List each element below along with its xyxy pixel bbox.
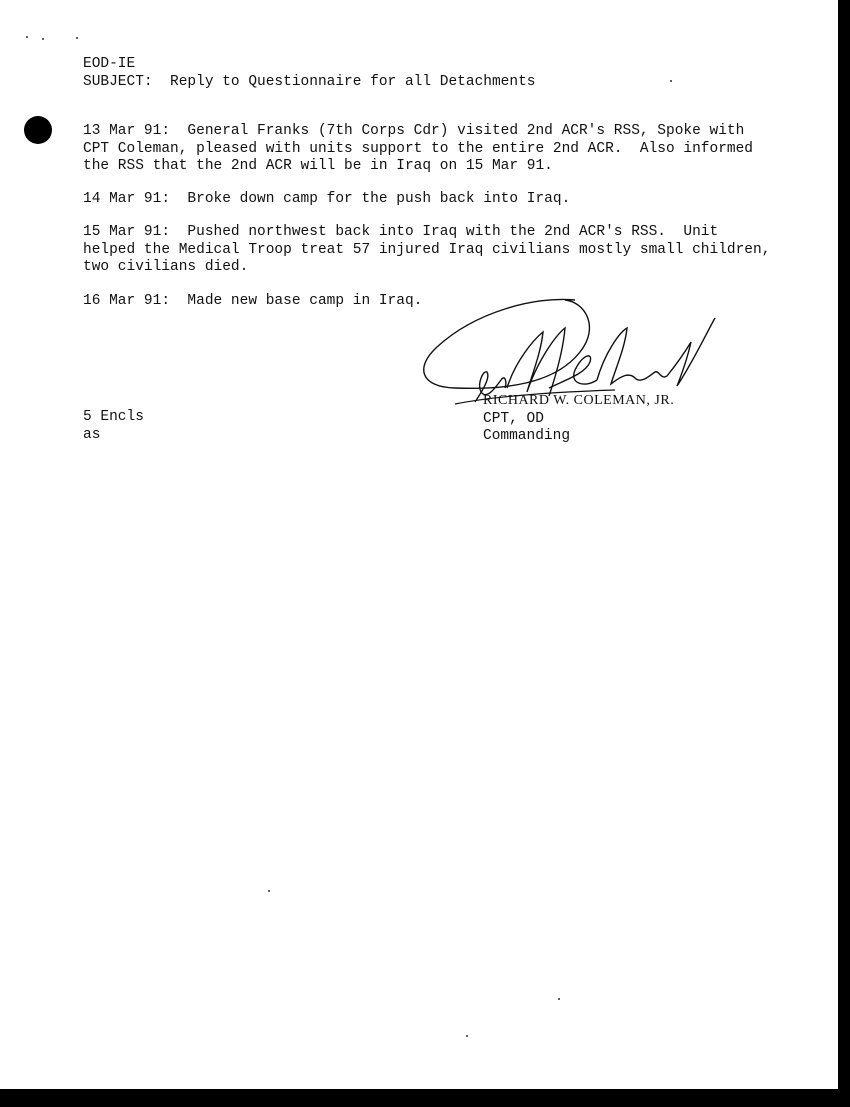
enclosure-as: as <box>83 426 101 443</box>
scan-speck <box>466 1035 468 1037</box>
entry-15-mar: 15 Mar 91: Pushed northwest back into Iraq with the 2nd ACR's RSS. Unit helped the Medical Troop treat 57 injured Iraq civilians mostly small children, two civilians died. <box>83 224 771 275</box>
scan-speck <box>670 80 672 82</box>
enclosures <box>83 409 144 444</box>
signature-block <box>483 392 674 446</box>
office-code: EOD-IE <box>83 56 136 72</box>
signer-rank: CPT, OD <box>483 410 544 427</box>
entry-14-mar: 14 Mar 91: Broke down camp for the push back into Iraq. <box>83 191 571 207</box>
signer-title: Commanding <box>483 428 571 444</box>
scan-speck <box>26 36 28 38</box>
scan-border-bottom <box>0 1089 850 1107</box>
entry-13-mar: 13 Mar 91: General Franks (7th Corps Cdr) visited 2nd ACR's RSS, Spoke with CPT Coleman, pleased with units support to the entire 2nd ACR. Also informed the RSS that the 2nd ACR will be in Iraq on 15 Mar 91. <box>83 123 754 174</box>
signer-name: RICHARD W. COLEMAN, JR. <box>483 393 675 408</box>
memo-header <box>83 56 535 91</box>
entry-16-mar: 16 Mar 91: Made new base camp in Iraq. <box>83 293 423 309</box>
scan-speck <box>76 37 78 39</box>
punch-hole <box>24 116 52 144</box>
scan-speck <box>268 890 270 892</box>
enclosure-count: 5 Encls <box>83 409 144 425</box>
scan-speck <box>42 38 44 40</box>
subject-line: SUBJECT: Reply to Questionnaire for all Detachments <box>83 73 536 90</box>
scan-border-right <box>838 0 850 1107</box>
scan-speck <box>558 998 560 1000</box>
